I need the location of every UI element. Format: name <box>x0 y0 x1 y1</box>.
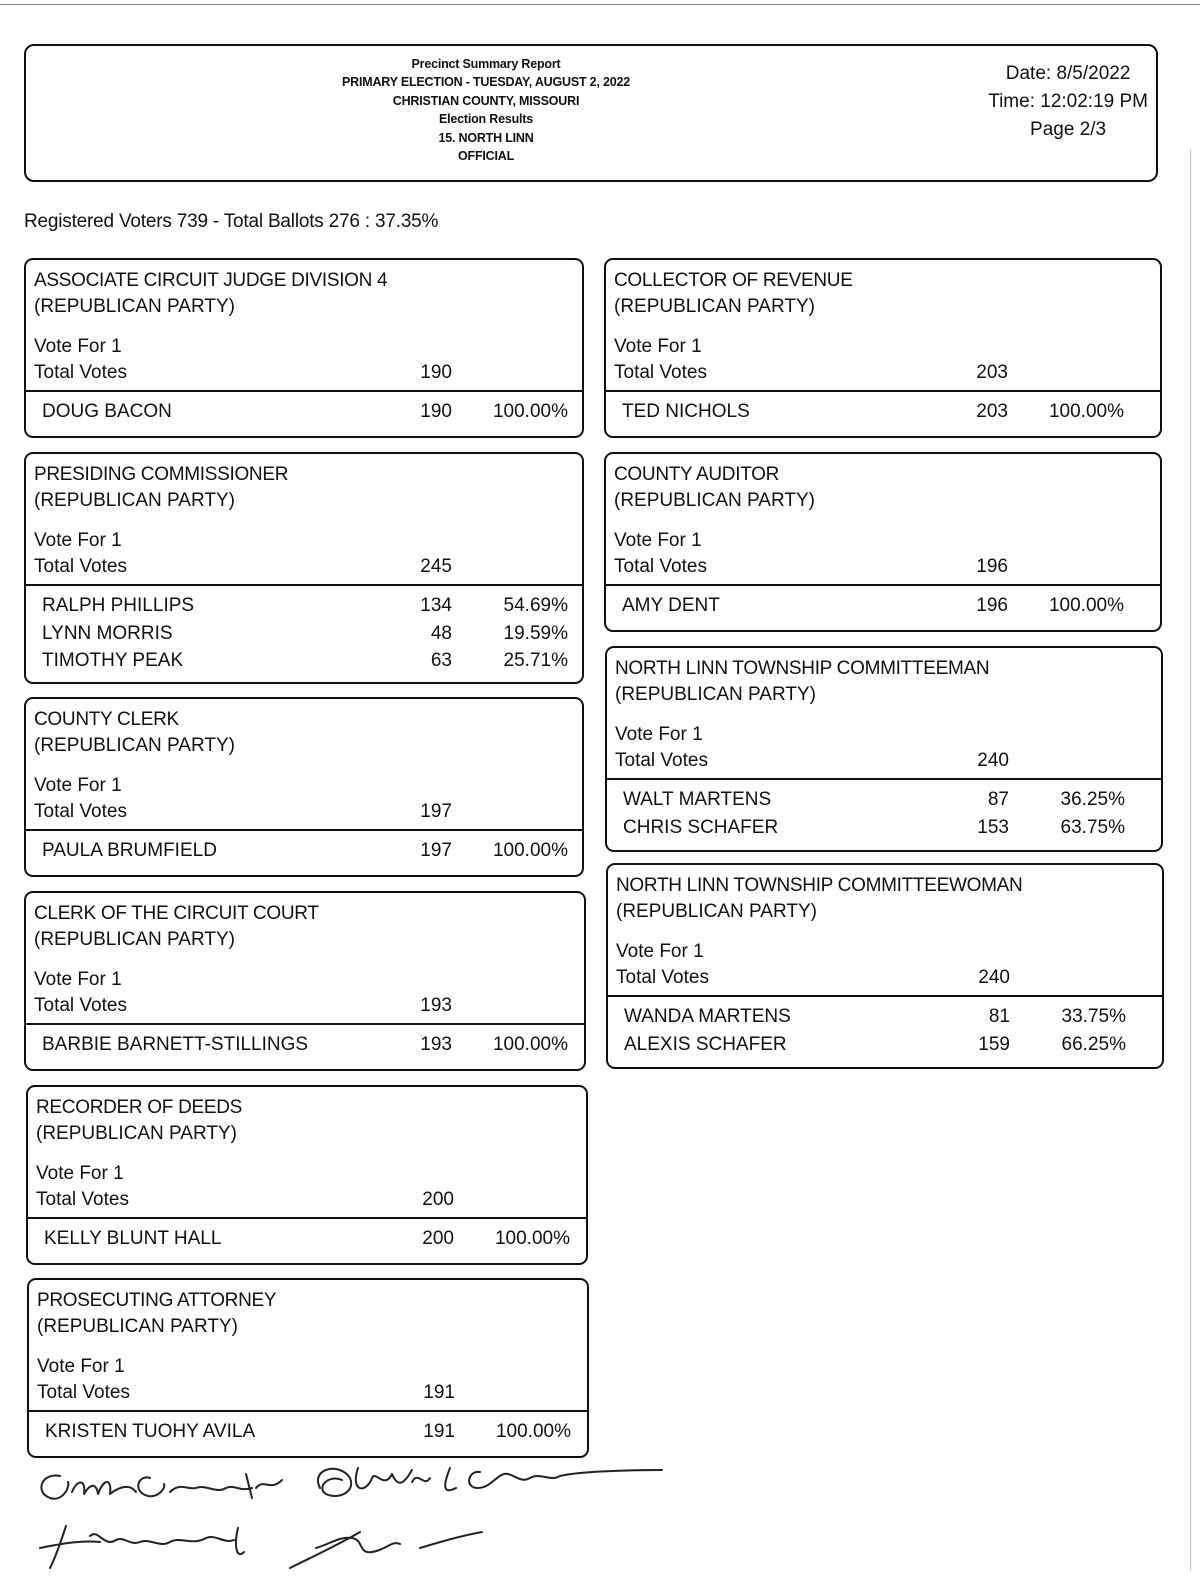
contest-party: (REPUBLICAN PARTY) <box>34 490 235 511</box>
candidate-row <box>28 1225 586 1253</box>
contest-box-county-auditor <box>604 452 1162 632</box>
candidate-row <box>26 837 582 865</box>
total-votes-label: Total Votes <box>37 1382 130 1403</box>
candidate-row <box>606 398 1160 426</box>
total-votes-value: 191 <box>423 1382 455 1403</box>
candidate-row <box>26 592 582 620</box>
candidate-name: AMY DENT <box>622 595 720 616</box>
total-votes-label: Total Votes <box>615 750 708 771</box>
report-title: Precinct Summary Report <box>411 57 561 71</box>
candidate-name: CHRIS SCHAFER <box>623 816 779 838</box>
report-header <box>24 44 1158 182</box>
total-votes-label: Total Votes <box>34 801 127 822</box>
contest-title: NORTH LINN TOWNSHIP COMMITTEEMAN <box>615 658 990 679</box>
candidate-votes: 200 <box>422 1228 454 1249</box>
total-votes-value: 245 <box>420 556 452 577</box>
total-votes-label: Total Votes <box>34 995 127 1016</box>
contest-box-prosecuting-attorney <box>27 1278 589 1458</box>
page-right-edge <box>1190 150 1191 1570</box>
candidate-votes: 197 <box>420 840 452 861</box>
candidate-row <box>26 620 582 648</box>
candidate-votes: 190 <box>420 401 452 422</box>
total-votes-value: 240 <box>978 967 1010 988</box>
signatures-image <box>20 1448 700 1576</box>
contest-divider <box>608 995 1162 997</box>
contest-box-presiding-commissioner <box>24 452 584 684</box>
contest-title: CLERK OF THE CIRCUIT COURT <box>34 903 319 924</box>
contest-title: RECORDER OF DEEDS <box>36 1097 243 1118</box>
page-number: Page 2/3 <box>1030 119 1107 140</box>
candidate-row <box>606 592 1160 620</box>
contest-party: (REPUBLICAN PARTY) <box>34 296 235 317</box>
vote-for-label: Vote For 1 <box>34 775 122 796</box>
total-votes-label: Total Votes <box>614 362 707 383</box>
contest-party: (REPUBLICAN PARTY) <box>614 296 815 317</box>
contest-title: COUNTY AUDITOR <box>614 464 780 485</box>
candidate-row <box>608 1003 1162 1031</box>
candidate-votes: 87 <box>987 789 1009 810</box>
candidate-name: LYNN MORRIS <box>42 622 173 644</box>
candidate-votes: 191 <box>423 1421 455 1442</box>
election-name: PRIMARY ELECTION - TUESDAY, AUGUST 2, 2022 <box>342 75 630 90</box>
total-votes-value: 197 <box>420 801 452 822</box>
contest-box-county-clerk <box>24 697 584 877</box>
total-votes-label: Total Votes <box>34 556 127 577</box>
candidate-percent: 100.00% <box>494 1228 570 1249</box>
contest-divider <box>28 1217 586 1219</box>
contest-divider <box>26 1023 584 1025</box>
page-top-edge <box>0 4 1200 5</box>
contest-divider <box>26 584 582 586</box>
contest-box-recorder-of-deeds <box>26 1085 588 1265</box>
total-votes-value: 203 <box>976 362 1008 383</box>
candidate-name: ALEXIS SCHAFER <box>624 1033 787 1055</box>
total-votes-label: Total Votes <box>616 967 709 988</box>
precinct-name: 15. NORTH LINN <box>438 130 534 145</box>
candidate-percent: 100.00% <box>1048 595 1124 616</box>
candidate-votes: 203 <box>976 401 1008 422</box>
candidate-row <box>607 786 1161 814</box>
results-label: Election Results <box>438 112 534 127</box>
total-votes-value: 190 <box>420 362 452 383</box>
total-votes-label: Total Votes <box>614 556 707 577</box>
contest-divider <box>606 390 1160 392</box>
header-meta <box>988 60 1148 144</box>
contest-title: ASSOCIATE CIRCUIT JUDGE DIVISION 4 <box>34 270 388 291</box>
signature-1 <box>41 1474 282 1499</box>
candidate-percent: 25.71% <box>503 650 568 671</box>
candidate-percent: 100.00% <box>492 840 568 861</box>
vote-for-label: Vote For 1 <box>34 336 122 357</box>
contest-divider <box>29 1410 587 1412</box>
vote-for-label: Vote For 1 <box>37 1356 125 1377</box>
candidate-name: PAULA BRUMFIELD <box>42 840 217 861</box>
candidate-votes: 196 <box>976 595 1008 616</box>
candidate-percent: 100.00% <box>492 401 568 422</box>
candidate-name: KRISTEN TUOHY AVILA <box>45 1421 256 1442</box>
vote-for-label: Vote For 1 <box>34 530 122 551</box>
vote-for-label: Vote For 1 <box>615 724 703 745</box>
candidate-votes: 48 <box>430 622 452 644</box>
candidate-name: KELLY BLUNT HALL <box>44 1228 222 1249</box>
contest-party: (REPUBLICAN PARTY) <box>616 901 817 922</box>
vote-for-label: Vote For 1 <box>614 336 702 357</box>
candidate-row <box>29 1418 587 1446</box>
signature-2 <box>318 1468 662 1496</box>
contest-box-north-linn-township-committeewoman <box>606 863 1164 1069</box>
contest-divider <box>606 584 1160 586</box>
vote-for-label: Vote For 1 <box>614 530 702 551</box>
candidate-votes: 81 <box>988 1006 1010 1027</box>
candidate-name: WALT MARTENS <box>623 789 772 810</box>
candidate-votes: 153 <box>977 816 1009 838</box>
contest-box-clerk-of-the-circuit-court <box>24 891 586 1071</box>
total-votes-value: 200 <box>422 1189 454 1210</box>
candidate-votes: 193 <box>420 1034 452 1055</box>
candidate-row <box>26 1031 584 1059</box>
contest-title: PROSECUTING ATTORNEY <box>37 1290 277 1311</box>
contest-box-collector-of-revenue <box>604 258 1162 438</box>
report-time: Time: 12:02:19 PM <box>988 91 1148 112</box>
contest-party: (REPUBLICAN PARTY) <box>614 490 815 511</box>
candidate-percent: 36.25% <box>1060 789 1125 810</box>
total-votes-label: Total Votes <box>34 362 127 383</box>
candidate-percent: 19.59% <box>503 622 568 644</box>
candidate-name: TED NICHOLS <box>622 401 750 422</box>
candidate-name: DOUG BACON <box>42 401 172 422</box>
candidate-name: RALPH PHILLIPS <box>42 595 195 616</box>
total-votes-value: 193 <box>420 995 452 1016</box>
candidate-votes: 134 <box>420 595 452 616</box>
report-status: OFFICIAL <box>457 149 515 164</box>
contest-party: (REPUBLICAN PARTY) <box>615 684 816 705</box>
contest-title: COLLECTOR OF REVENUE <box>614 270 853 291</box>
contest-box-associate-circuit-judge-division-4 <box>24 258 584 438</box>
header-center-block <box>316 55 656 165</box>
contest-party: (REPUBLICAN PARTY) <box>34 735 235 756</box>
contest-box-north-linn-township-committeeman <box>605 646 1163 852</box>
vote-for-label: Vote For 1 <box>36 1163 124 1184</box>
candidate-name: TIMOTHY PEAK <box>42 650 184 671</box>
contest-party: (REPUBLICAN PARTY) <box>37 1316 238 1337</box>
candidate-percent: 100.00% <box>1048 401 1124 422</box>
candidate-row <box>26 398 582 426</box>
total-votes-value: 240 <box>977 750 1009 771</box>
registration-summary: Registered Voters 739 - Total Ballots 276 : 37.35% <box>24 211 439 232</box>
candidate-votes: 63 <box>430 650 452 671</box>
candidate-percent: 54.69% <box>503 595 568 616</box>
candidate-row <box>26 647 582 675</box>
contest-party: (REPUBLICAN PARTY) <box>34 929 235 950</box>
candidate-name: WANDA MARTENS <box>624 1006 791 1027</box>
candidate-percent: 100.00% <box>492 1034 568 1055</box>
signature-4 <box>290 1532 482 1568</box>
candidate-percent: 100.00% <box>495 1421 571 1442</box>
candidate-percent: 33.75% <box>1061 1006 1126 1027</box>
vote-for-label: Vote For 1 <box>616 941 704 962</box>
candidate-percent: 63.75% <box>1060 816 1125 838</box>
candidate-votes: 159 <box>978 1033 1010 1055</box>
contest-party: (REPUBLICAN PARTY) <box>36 1123 237 1144</box>
candidate-name: BARBIE BARNETT-STILLINGS <box>42 1034 309 1055</box>
contest-title: NORTH LINN TOWNSHIP COMMITTEEWOMAN <box>616 875 1023 896</box>
candidate-row <box>608 1031 1162 1059</box>
total-votes-label: Total Votes <box>36 1189 129 1210</box>
candidate-row <box>607 814 1161 842</box>
contest-divider <box>26 829 582 831</box>
contest-divider <box>607 778 1161 780</box>
contest-title: PRESIDING COMMISSIONER <box>34 464 289 485</box>
contest-divider <box>26 390 582 392</box>
total-votes-value: 196 <box>976 556 1008 577</box>
report-date: Date: 8/5/2022 <box>1005 63 1131 84</box>
signature-3 <box>40 1526 244 1568</box>
county-name: CHRISTIAN COUNTY, MISSOURI <box>392 93 580 108</box>
vote-for-label: Vote For 1 <box>34 969 122 990</box>
contest-title: COUNTY CLERK <box>34 709 179 730</box>
candidate-percent: 66.25% <box>1061 1033 1126 1055</box>
